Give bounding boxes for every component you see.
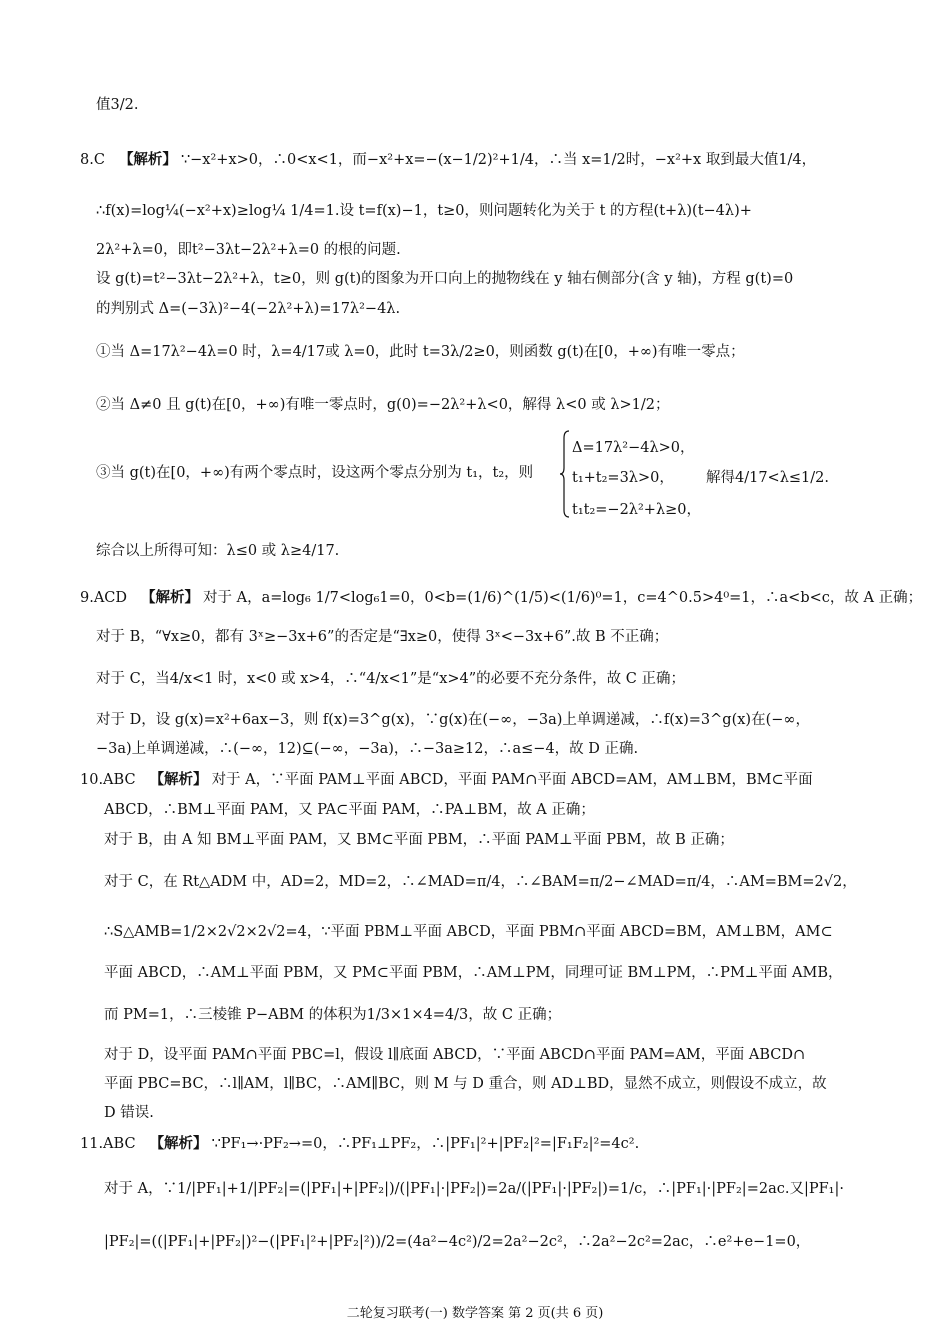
- text-line: ∴f(x)=log¼(−x²+x)≥log¼ 1/4=1.设 t=f(x)−1，t≥0，则问题转化为关于 t 的方程(t+λ)(t−4λ)+: [96, 203, 752, 219]
- text-line: ABCD，∴BM⊥平面 PAM，又 PA⊂平面 PAM，∴PA⊥BM，故 A 正确；: [104, 802, 595, 818]
- analysis-tag: 【解析】: [149, 772, 208, 788]
- text-line: 对于 D，设 g(x)=x²+6ax−3，则 f(x)=3^g(x)，∵g(x)在(−∞，−3a)上单调递减，∴f(x)=3^g(x)在(−∞，: [96, 712, 810, 728]
- text-line: D 错误.: [104, 1105, 154, 1121]
- text-line: 平面 ABCD，∴AM⊥平面 PBM，又 PM⊂平面 PBM，∴AM⊥PM，同理可证 BM⊥PM，∴PM⊥平面 AMB，: [104, 965, 843, 981]
- text-span: 对于 A，a=log₆ 1/7<log₆1=0，0<b=(1/6)^(1/5)<(1/6)⁰=1，c=4^0.5>4⁰=1，∴a<b<c，故 A 正确；: [203, 590, 923, 606]
- text-line: 的判别式 Δ=(−3λ)²−4(−2λ²+λ)=17λ²−4λ.: [96, 301, 401, 317]
- page-footer: 二轮复习联考(一) 数学答案 第 2 页(共 6 页): [346, 1306, 604, 1321]
- text-line: |PF₂|=((|PF₁|+|PF₂|)²−(|PF₁|²+|PF₂|²))/2=(4a²−4c²)/2=2a²−2c²，∴2a²−2c²=2ac，∴e²+e−1=0，: [104, 1234, 811, 1250]
- question-11-line: [80, 1137, 639, 1152]
- text-line: 对于 C，在 Rt△ADM 中，AD=2，MD=2，∴∠MAD=π/4，∴∠BAM=π/2−∠MAD=π/4，∴AM=BM=2√2，: [104, 874, 857, 890]
- text-line: ∴S△AMB=1/2×2√2×2√2=4，∵平面 PBM⊥平面 ABCD，平面 PBM∩平面 ABCD=BM，AM⊥BM，AM⊂: [104, 924, 833, 940]
- text-span: ∵PF₁→·PF₂→=0，∴PF₁⊥PF₂，∴|PF₁|²+|PF₂|²=|F₁F₂|²=4c².: [211, 1136, 640, 1152]
- text-line: 综合以上所得可知：λ≤0 或 λ≥4/17.: [96, 543, 340, 559]
- text-line: 值3/2.: [96, 97, 139, 113]
- text-line: 而 PM=1，∴三棱锥 P−ABM 的体积为1/3×1×4=4/3，故 C 正确；: [104, 1007, 562, 1023]
- text-line: 对于 A，∵1/|PF₁|+1/|PF₂|=(|PF₁|+|PF₂|)/(|PF₁|·|PF₂|)=2a/(|PF₁|·|PF₂|)=1/c，∴|PF₁|·|PF₂|=2ac.又|PF₁|·: [104, 1181, 844, 1197]
- question-9-line: [80, 591, 922, 606]
- text-line: ②当 Δ≠0 且 g(t)在[0，+∞)有唯一零点时，g(0)=−2λ²+λ<0，解得 λ<0 或 λ>1/2；: [96, 397, 670, 413]
- answer-label: 8.C: [80, 152, 105, 168]
- text-line: 对于 C，当4/x<1 时，x<0 或 x>4，∴“4/x<1”是“x>4”的必要不充分条件，故 C 正确；: [96, 671, 685, 687]
- text-line: 对于 B，由 A 知 BM⊥平面 PAM，又 BM⊂平面 PBM，∴平面 PAM⊥平面 PBM，故 B 正确；: [104, 832, 734, 848]
- text-line: 对于 D，设平面 PAM∩平面 PBC=l，假设 l∥底面 ABCD，∵平面 ABCD∩平面 PAM=AM，平面 ABCD∩: [104, 1047, 806, 1063]
- question-8-line: [80, 153, 816, 168]
- answer-label: 9.ACD: [80, 590, 128, 606]
- text-span: ∵−x²+x>0，∴0<x<1，而−x²+x=−(x−1/2)²+1/4，∴当 x=1/2时，−x²+x 取到最大值1/4，: [180, 152, 817, 168]
- text-line: 对于 B，“∀x≥0，都有 3ˣ≥−3x+6”的否定是“∃x≥0，使得 3ˣ<−3x+6”.故 B 不正确；: [96, 629, 669, 645]
- text-line: ③当 g(t)在[0，+∞)有两个零点时，设这两个零点分别为 t₁，t₂，则: [96, 465, 534, 481]
- question-10-line: [80, 773, 813, 788]
- text-line: 设 g(t)=t²−3λt−2λ²+λ，t≥0，则 g(t)的图象为开口向上的抛物线在 y 轴右侧部分(含 y 轴)，方程 g(t)=0: [96, 271, 794, 287]
- system-row: Δ=17λ²−4λ>0，: [572, 440, 695, 456]
- system-row: t₁+t₂=3λ>0，: [572, 470, 674, 486]
- text-line: ①当 Δ=17λ²−4λ=0 时，λ=4/17或 λ=0，此时 t=3λ/2≥0，则函数 g(t)在[0，+∞)有唯一零点；: [96, 344, 745, 360]
- text-line: 平面 PBC=BC，∴l∥AM，l∥BC，∴AM∥BC，则 M 与 D 重合，则 AD⊥BD，显然不成立，则假设不成立，故: [104, 1076, 827, 1092]
- system-row: t₁t₂=−2λ²+λ≥0，: [572, 502, 702, 518]
- text-span: 对于 A，∵平面 PAM⊥平面 ABCD，平面 PAM∩平面 ABCD=AM，AM⊥BM，BM⊂平面: [211, 772, 813, 788]
- answer-label: 10.ABC: [80, 772, 136, 788]
- text-line: 2λ²+λ=0，即t²−3λt−2λ²+λ=0 的根的问题.: [96, 242, 401, 258]
- brace-icon: [560, 430, 570, 518]
- analysis-tag: 【解析】: [141, 590, 200, 606]
- text-span: 解得4/17<λ≤1/2.: [706, 470, 829, 486]
- analysis-tag: 【解析】: [118, 152, 177, 168]
- text-line: −3a)上单调递减，∴(−∞，12)⊆(−∞，−3a)，∴−3a≥12，∴a≤−4，故 D 正确.: [96, 741, 639, 757]
- analysis-tag: 【解析】: [149, 1136, 208, 1152]
- answer-label: 11.ABC: [80, 1136, 136, 1152]
